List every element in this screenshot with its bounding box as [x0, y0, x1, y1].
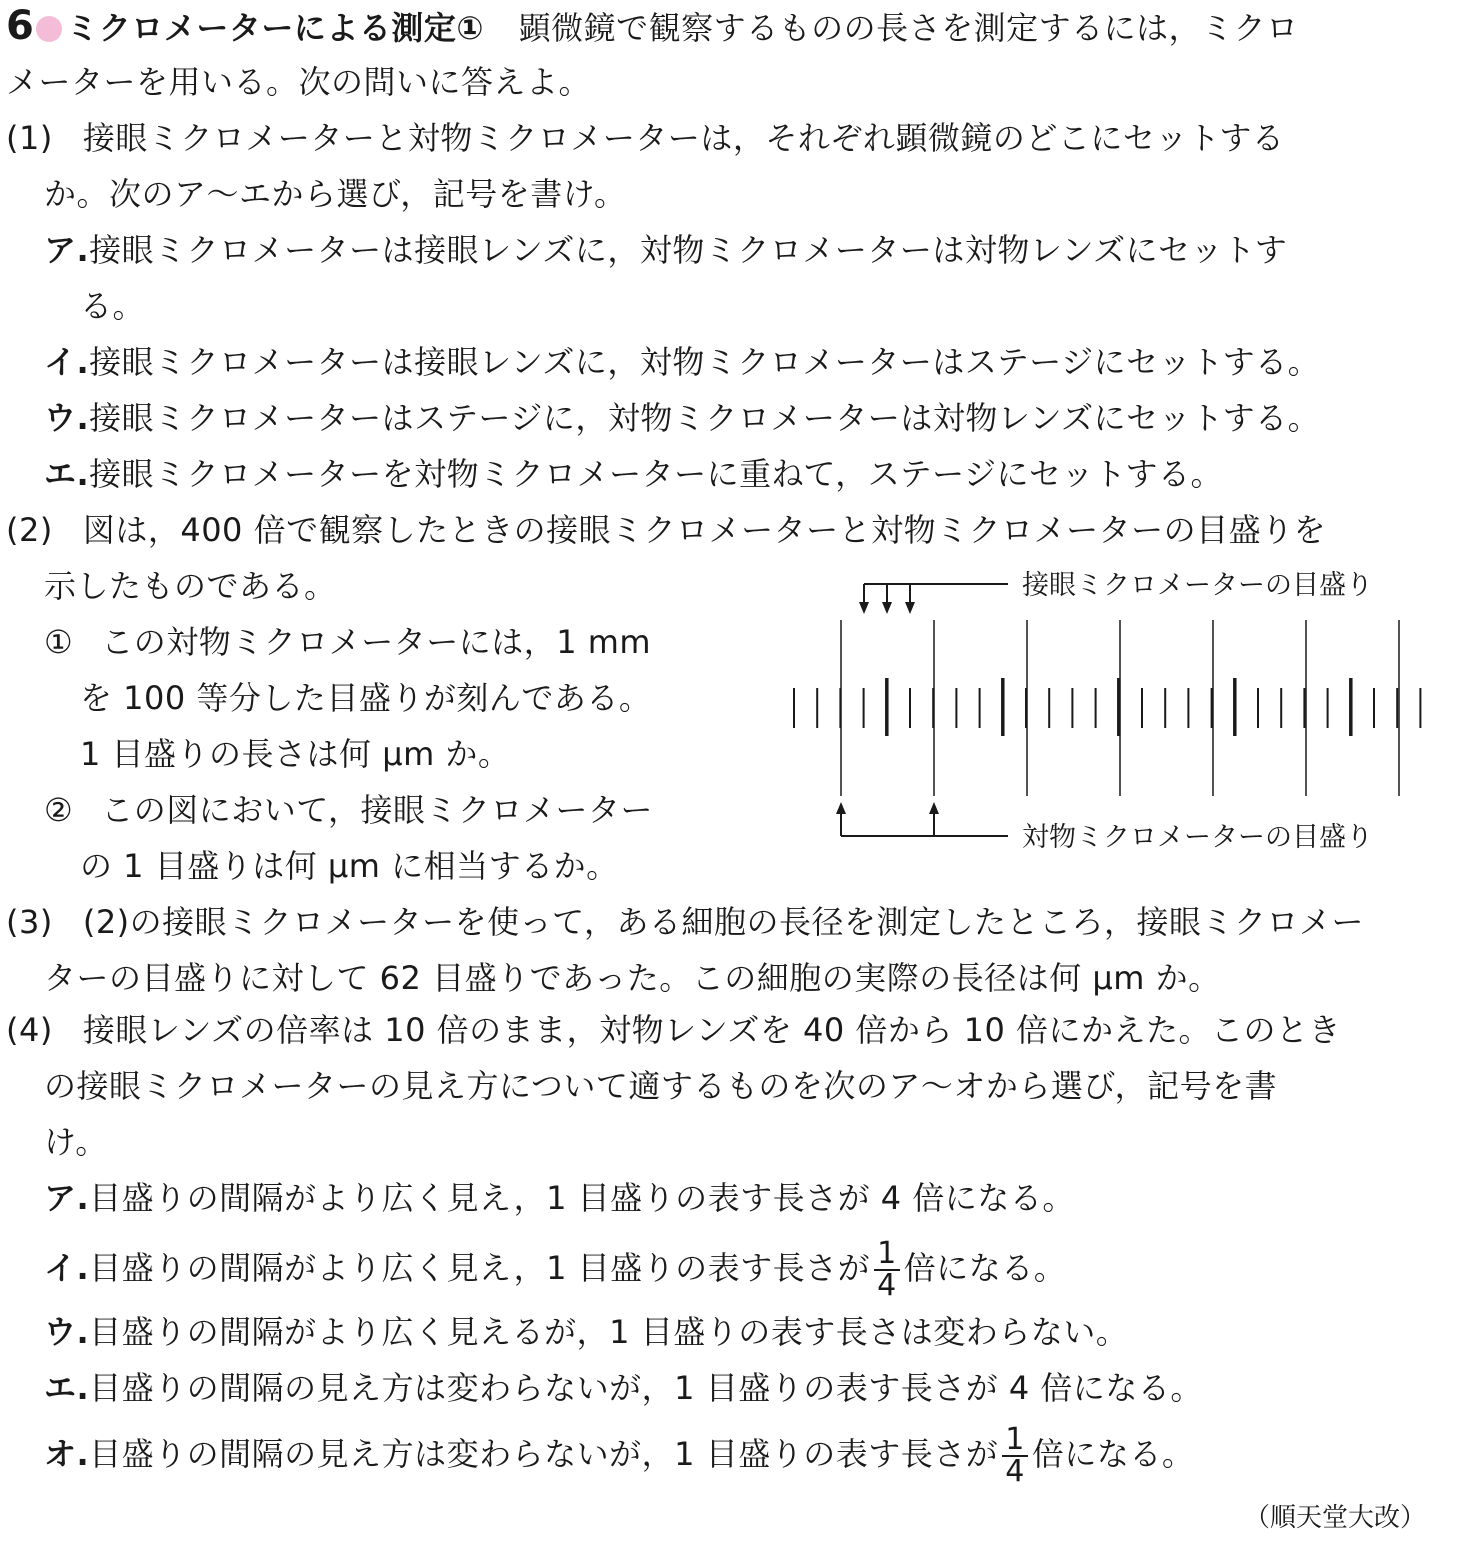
pink-dot-icon	[36, 16, 62, 42]
fraction	[1002, 1422, 1028, 1489]
q1-text-1: 接眼ミクロメーターと対物ミクロメーターは，それぞれ顕微鏡のどこにセットする	[82, 119, 1285, 157]
eyepiece-pointer	[864, 584, 1008, 604]
sub-text: この対物ミクロメーターには，1 mm	[101, 623, 652, 661]
intro-text-1: 顕微鏡で観察するものの長さを測定するには，ミクロ	[518, 9, 1299, 47]
option-text: 目盛りの間隔の見え方は変わらないが，1 目盛りの表す長さが 4 倍になる。	[89, 1369, 1203, 1407]
objective-scale	[841, 620, 1399, 796]
option-text-after: 倍になる。	[903, 1249, 1067, 1287]
q1-line-1	[6, 118, 1284, 158]
fraction-numerator: 1	[874, 1239, 900, 1271]
option-label: イ.	[44, 1249, 90, 1287]
option-label: ウ.	[44, 399, 90, 437]
q4-option-u	[44, 1312, 1128, 1352]
option-text: 目盛りの間隔がより広く見え，1 目盛りの表す長さが 4 倍になる。	[89, 1179, 1075, 1217]
q2-sub2-line-1	[44, 790, 653, 830]
option-text: 接眼ミクロメーターを対物ミクロメーターに重ねて，ステージにセットする。	[89, 455, 1223, 493]
fraction-denominator: 4	[877, 1268, 897, 1303]
option-text: 接眼ミクロメーターは接眼レンズに，対物ミクロメーターはステージにセットする。	[89, 343, 1321, 381]
down-arrow-icon	[859, 602, 915, 614]
eyepiece-scale	[794, 678, 1420, 736]
option-label: ウ.	[44, 1313, 90, 1351]
q1-option-e	[44, 454, 1223, 494]
q2-sub2-line-2: の 1 目盛りは何 μm に相当するか。	[80, 847, 619, 885]
option-text: 接眼ミクロメーターは接眼レンズに，対物ミクロメーターは対物レンズにセットす	[89, 231, 1288, 269]
option-text: 接眼ミクロメーターはステージに，対物ミクロメーターは対物レンズにセットする。	[89, 399, 1321, 437]
source-note: （順天堂大改）	[1244, 1503, 1427, 1533]
q4-text-3: け。	[44, 1123, 108, 1161]
problem-title: ミクロメーターによる測定①	[66, 9, 484, 47]
option-text: 目盛りの間隔がより広く見え，1 目盛りの表す長さが	[89, 1249, 871, 1287]
q3-text-1: (2)の接眼ミクロメーターを使って，ある細胞の長径を測定したところ，接眼ミクロメー	[82, 903, 1365, 941]
objective-label: 対物ミクロメーターの目盛り	[1022, 822, 1373, 853]
option-label: ア.	[44, 231, 90, 269]
q3-line-1	[6, 902, 1364, 942]
q3-text-2: ターの目盛りに対して 62 目盛りであった。この細胞の実際の長径は何 μm か。	[44, 959, 1221, 997]
sub-number: ②	[44, 791, 74, 829]
q4-option-a	[44, 1178, 1075, 1218]
q4-text-1: 接眼レンズの倍率は 10 倍のまま，対物レンズを 40 倍から 10 倍にかえた。このとき	[82, 1011, 1341, 1049]
q4-number: (4)	[6, 1011, 53, 1049]
option-label: ア.	[44, 1179, 90, 1217]
eyepiece-label: 接眼ミクロメーターの目盛り	[1022, 570, 1373, 601]
q4-option-o	[44, 1416, 1194, 1492]
up-arrow-icon	[836, 802, 939, 814]
q4-text-2: の接眼ミクロメーターの見え方について適するものを次のア～オから選び，記号を書	[44, 1067, 1278, 1105]
q1-text-2: か。次のア～エから選び，記号を書け。	[44, 175, 627, 213]
q1-option-a-cont: る。	[80, 287, 146, 325]
q2-sub1-line-3: 1 目盛りの長さは何 μm か。	[80, 735, 511, 773]
q4-line-1	[6, 1010, 1341, 1050]
objective-pointer	[841, 810, 1008, 836]
option-text: 目盛りの間隔がより広く見えるが，1 目盛りの表す長さは変わらない。	[89, 1313, 1129, 1351]
option-label: エ.	[44, 455, 90, 493]
q2-sub1-line-1	[44, 622, 651, 662]
option-label: オ.	[44, 1435, 90, 1473]
problem-number: 6	[6, 3, 35, 49]
q2-text-2: 示したものである。	[44, 567, 337, 605]
q2-number: (2)	[6, 511, 53, 549]
fraction-denominator: 4	[1005, 1454, 1025, 1489]
q2-sub1-line-2: を 100 等分した目盛りが刻んである。	[80, 679, 652, 717]
q2-text-1: 図は，400 倍で観察したときの接眼ミクロメーターと対物ミクロメーターの目盛りを	[82, 511, 1327, 549]
sub-text: この図において，接眼ミクロメーター	[101, 791, 654, 829]
q1-option-i	[44, 342, 1320, 382]
q1-option-u	[44, 398, 1320, 438]
q1-option-a	[44, 230, 1287, 270]
q3-number: (3)	[6, 903, 53, 941]
q4-option-e	[44, 1368, 1203, 1408]
q4-option-i	[44, 1230, 1066, 1306]
q2-line-1	[6, 510, 1326, 550]
option-label: イ.	[44, 343, 90, 381]
option-label: エ.	[44, 1369, 90, 1407]
option-text-after: 倍になる。	[1031, 1435, 1195, 1473]
option-text: 目盛りの間隔の見え方は変わらないが，1 目盛りの表す長さが	[89, 1435, 999, 1473]
micrometer-figure	[780, 560, 1440, 860]
fraction	[874, 1236, 900, 1303]
intro-text-2: メーターを用いる。次の問いに答えよ。	[6, 63, 592, 101]
q1-number: (1)	[6, 119, 53, 157]
sub-number: ①	[44, 623, 74, 661]
problem-header	[6, 3, 1299, 49]
fraction-numerator: 1	[1002, 1425, 1028, 1457]
